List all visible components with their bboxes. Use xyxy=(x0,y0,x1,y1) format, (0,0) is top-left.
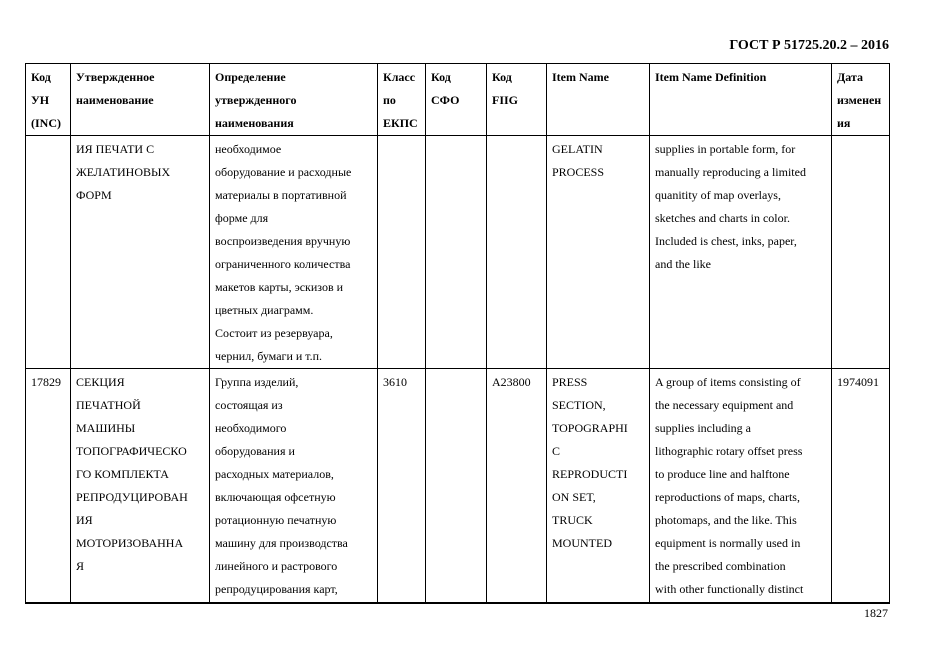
col-item-name: Item Name xyxy=(547,64,650,136)
cell-inc xyxy=(26,136,71,369)
cell-item-def: supplies in portable form, for manually reproducing a limited quanitity of map overlays, sketches and charts in color. Included is chest, inks, paper, and the like xyxy=(650,136,832,369)
col-fiig: Код FIIG xyxy=(487,64,547,136)
cell-definition: необходимое оборудование и расходные материалы в портативной форме для воспроизведения вручную ограниченного количества макетов карты, эскизов и цветных диаграмм. Состоит из резервуара, чернил, бумаги и т.п. xyxy=(210,136,378,369)
page-number: 1827 xyxy=(864,606,888,620)
cell-inc: 17829 xyxy=(26,369,71,603)
col-class: Класс по ЕКПС xyxy=(378,64,426,136)
cell-definition: Группа изделий, состоящая из необходимого оборудования и расходных материалов, включающая офсетную ротационную печатную машину для производства линейного и растрового репродуцирования карт, xyxy=(210,369,378,603)
table-row xyxy=(26,136,890,369)
catalog-table xyxy=(25,63,890,604)
cell-name: ИЯ ПЕЧАТИ С ЖЕЛАТИНОВЫХ ФОРМ xyxy=(71,136,210,369)
document-header: ГОСТ Р 51725.20.2 – 2016 xyxy=(729,38,889,53)
col-sfo: Код СФО xyxy=(426,64,487,136)
cell-fiig xyxy=(487,136,547,369)
cell-fiig: A23800 xyxy=(487,369,547,603)
header-row xyxy=(26,64,890,136)
cell-item-name: PRESS SECTION, TOPOGRAPHI C REPRODUCTI ON SET, TRUCK MOUNTED xyxy=(547,369,650,603)
cell-sfo xyxy=(426,136,487,369)
cell-class xyxy=(378,136,426,369)
cell-class: 3610 xyxy=(378,369,426,603)
cell-date: 1974091 xyxy=(832,369,890,603)
table-row xyxy=(26,369,890,603)
cell-date xyxy=(832,136,890,369)
col-definition: Определение утвержденного наименования xyxy=(210,64,378,136)
col-inc: Код УН (INC) xyxy=(26,64,71,136)
cell-item-name: GELATIN PROCESS xyxy=(547,136,650,369)
col-name: Утвержденное наименование xyxy=(71,64,210,136)
cell-name: СЕКЦИЯ ПЕЧАТНОЙ МАШИНЫ ТОПОГРАФИЧЕСКО ГО КОМПЛЕКТА РЕПРОДУЦИРОВАН ИЯ МОТОРИЗОВАННА Я xyxy=(71,369,210,603)
cell-item-def: A group of items consisting of the necessary equipment and supplies including a lithographic rotary offset press to produce line and halftone reproductions of maps, charts, photomaps, and the like. This equipment is normally used in the prescribed combination with other functionally distinct xyxy=(650,369,832,603)
cell-sfo xyxy=(426,369,487,603)
col-date: Дата изменен ия xyxy=(832,64,890,136)
col-item-def: Item Name Definition xyxy=(650,64,832,136)
